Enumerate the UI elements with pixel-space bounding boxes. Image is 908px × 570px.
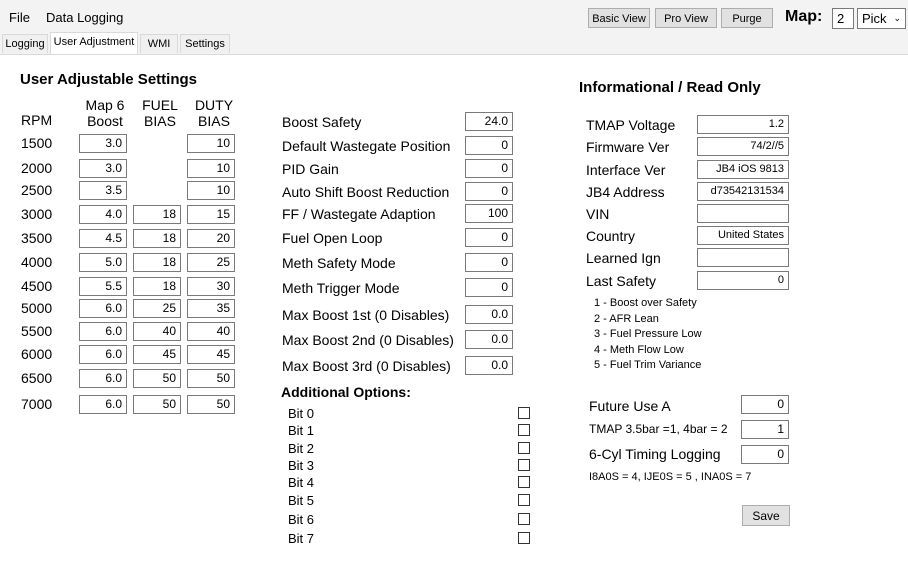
map-pick-select[interactable] <box>857 8 906 29</box>
setting-input[interactable]: 0 <box>465 159 513 178</box>
fuel-bias-input[interactable]: 40 <box>133 322 181 341</box>
duty-bias-input[interactable]: 10 <box>187 181 235 200</box>
bit-label: Bit 2 <box>288 441 315 456</box>
future-use-a-input[interactable]: 0 <box>741 395 789 414</box>
setting-label: Max Boost 3rd (0 Disables) <box>282 358 451 374</box>
info-label: Last Safety <box>586 273 657 289</box>
duty-bias-input[interactable]: 40 <box>187 322 235 341</box>
timing-note: I8A0S = 4, IJE0S = 5 , INA0S = 7 <box>589 471 752 483</box>
info-value-field: 0 <box>697 271 789 290</box>
setting-label: Meth Safety Mode <box>282 255 396 271</box>
map-boost-input[interactable]: 6.0 <box>79 299 127 318</box>
info-value-field: 74/2//5 <box>697 137 789 156</box>
bit-checkbox[interactable] <box>518 442 530 454</box>
rpm-label: 5500 <box>21 323 53 339</box>
duty-bias-input[interactable]: 10 <box>187 159 235 178</box>
additional-options-title: Additional Options: <box>281 384 411 400</box>
rpm-column-header: RPM <box>21 112 53 128</box>
tab-user-adjustment[interactable]: User Adjustment <box>50 32 138 54</box>
map-boost-input[interactable]: 3.0 <box>79 159 127 178</box>
map-boost-input[interactable]: 6.0 <box>79 322 127 341</box>
duty-bias-input[interactable]: 45 <box>187 345 235 364</box>
bit-label: Bit 0 <box>288 406 315 421</box>
duty-bias-input[interactable]: 50 <box>187 395 235 414</box>
tmap-setting-input[interactable]: 1 <box>741 420 789 439</box>
basic-view-button[interactable]: Basic View <box>588 8 650 28</box>
duty-bias-column-header: DUTY BIAS <box>194 97 234 129</box>
bit-label: Bit 3 <box>288 458 315 473</box>
setting-input[interactable]: 24.0 <box>465 112 513 131</box>
setting-input[interactable]: 0.0 <box>465 330 513 349</box>
info-value-field <box>697 204 789 223</box>
bit-checkbox[interactable] <box>518 532 530 544</box>
setting-input[interactable]: 0 <box>465 182 513 201</box>
setting-label: Auto Shift Boost Reduction <box>282 184 450 200</box>
info-label: VIN <box>586 206 610 222</box>
info-label: Firmware Ver <box>586 139 670 155</box>
bit-checkbox[interactable] <box>518 494 530 506</box>
map-boost-input[interactable]: 3.0 <box>79 134 127 153</box>
fuel-bias-input[interactable]: 50 <box>133 369 181 388</box>
setting-input[interactable]: 0 <box>465 278 513 297</box>
map-boost-input[interactable]: 5.5 <box>79 277 127 296</box>
map-boost-input[interactable]: 6.0 <box>79 369 127 388</box>
fuel-bias-input[interactable]: 25 <box>133 299 181 318</box>
setting-label: Boost Safety <box>282 114 362 130</box>
timing-logging-label: 6-Cyl Timing Logging <box>589 446 721 462</box>
duty-bias-input[interactable]: 20 <box>187 229 235 248</box>
pro-view-button[interactable]: Pro View <box>655 8 717 28</box>
setting-label: Meth Trigger Mode <box>282 280 400 296</box>
setting-label: Default Wastegate Position <box>282 138 451 154</box>
map-boost-input[interactable]: 5.0 <box>79 253 127 272</box>
info-value-field <box>697 248 789 267</box>
info-label: Learned Ign <box>586 250 661 266</box>
user-settings-title: User Adjustable Settings <box>20 71 197 88</box>
map-boost-input[interactable]: 4.0 <box>79 205 127 224</box>
map-label: Map: <box>785 8 823 25</box>
chevron-down-icon: ⌄ <box>893 13 901 23</box>
menu-data-logging[interactable]: Data Logging <box>46 10 124 25</box>
bit-checkbox[interactable] <box>518 513 530 525</box>
setting-input[interactable]: 0.0 <box>465 305 513 324</box>
purge-button[interactable]: Purge <box>721 8 773 28</box>
menu-file[interactable]: File <box>9 10 30 25</box>
tmap-setting-label: TMAP 3.5bar =1, 4bar = 2 <box>589 422 728 436</box>
info-value-field: 1.2 <box>697 115 789 134</box>
top-bar <box>0 0 908 34</box>
rpm-label: 6500 <box>21 370 53 386</box>
safety-code-item: 1 - Boost over Safety <box>594 297 697 309</box>
info-label: Interface Ver <box>586 162 666 178</box>
duty-bias-input[interactable]: 10 <box>187 134 235 153</box>
rpm-label: 7000 <box>21 396 53 412</box>
setting-label: PID Gain <box>282 161 339 177</box>
map-number-input[interactable]: 2 <box>832 8 854 29</box>
timing-logging-input[interactable]: 0 <box>741 445 789 464</box>
setting-label: Max Boost 1st (0 Disables) <box>282 307 450 323</box>
rpm-label: 6000 <box>21 346 53 362</box>
setting-input[interactable]: 100 <box>465 204 513 223</box>
safety-code-item: 2 - AFR Lean <box>594 312 659 325</box>
bit-checkbox[interactable] <box>518 476 530 488</box>
duty-bias-input[interactable]: 15 <box>187 205 235 224</box>
map-boost-input[interactable]: 4.5 <box>79 229 127 248</box>
rpm-label: 2000 <box>21 160 53 176</box>
setting-input[interactable]: 0 <box>465 228 513 247</box>
setting-input[interactable]: 0 <box>465 136 513 155</box>
bit-label: Bit 4 <box>288 475 315 490</box>
rpm-label: 5000 <box>21 300 53 316</box>
setting-label: FF / Wastegate Adaption <box>282 206 436 222</box>
rpm-label: 4500 <box>21 278 53 294</box>
fuel-bias-input[interactable]: 18 <box>133 229 181 248</box>
bit-label: Bit 7 <box>288 531 315 546</box>
rpm-label: 2500 <box>21 182 53 198</box>
fuel-bias-input[interactable]: 45 <box>133 345 181 364</box>
info-label: JB4 Address <box>586 184 665 200</box>
bit-checkbox[interactable] <box>518 459 530 471</box>
duty-bias-input[interactable]: 30 <box>187 277 235 296</box>
info-value-field: d73542131534 <box>697 182 789 201</box>
setting-label: Max Boost 2nd (0 Disables) <box>282 332 454 348</box>
duty-bias-input[interactable]: 25 <box>187 253 235 272</box>
tab-settings[interactable]: Settings <box>180 34 230 53</box>
rpm-label: 4000 <box>21 254 53 270</box>
map-boost-column-header: Map 6 Boost <box>85 97 125 129</box>
tab-wmi[interactable]: WMI <box>140 34 178 53</box>
save-button[interactable]: Save <box>742 505 790 526</box>
bit-checkbox[interactable] <box>518 424 530 436</box>
info-label: Country <box>586 228 636 244</box>
map-boost-input[interactable]: 3.5 <box>79 181 127 200</box>
fuel-bias-column-header: FUEL BIAS <box>142 97 178 129</box>
setting-label: Fuel Open Loop <box>282 230 383 246</box>
safety-code-item: 3 - Fuel Pressure Low <box>594 328 702 340</box>
setting-input[interactable]: 0.0 <box>465 356 513 375</box>
map-pick-value: Pick <box>862 11 887 26</box>
bit-label: Bit 5 <box>288 493 315 508</box>
rpm-label: 1500 <box>21 135 53 151</box>
bit-label: Bit 1 <box>288 423 315 438</box>
fuel-bias-input[interactable]: 18 <box>133 253 181 272</box>
tab-strip <box>0 34 908 55</box>
rpm-label: 3000 <box>21 206 53 222</box>
duty-bias-input[interactable]: 50 <box>187 369 235 388</box>
tab-logging[interactable]: Logging <box>2 34 48 53</box>
bit-label: Bit 6 <box>288 512 315 527</box>
safety-code-item: 5 - Fuel Trim Variance <box>594 359 702 371</box>
fuel-bias-input[interactable]: 18 <box>133 277 181 296</box>
setting-input[interactable]: 0 <box>465 253 513 272</box>
fuel-bias-input[interactable]: 18 <box>133 205 181 224</box>
duty-bias-input[interactable]: 35 <box>187 299 235 318</box>
map-boost-input[interactable]: 6.0 <box>79 345 127 364</box>
fuel-bias-input[interactable]: 50 <box>133 395 181 414</box>
info-title: Informational / Read Only <box>579 79 761 96</box>
bit-checkbox[interactable] <box>518 407 530 419</box>
map-boost-input[interactable]: 6.0 <box>79 395 127 414</box>
safety-code-item: 4 - Meth Flow Low <box>594 343 684 356</box>
future-use-a-label: Future Use A <box>589 398 671 414</box>
info-value-field: United States <box>697 226 789 245</box>
info-value-field: JB4 iOS 9813 <box>697 160 789 179</box>
info-label: TMAP Voltage <box>586 117 676 133</box>
rpm-label: 3500 <box>21 230 53 246</box>
